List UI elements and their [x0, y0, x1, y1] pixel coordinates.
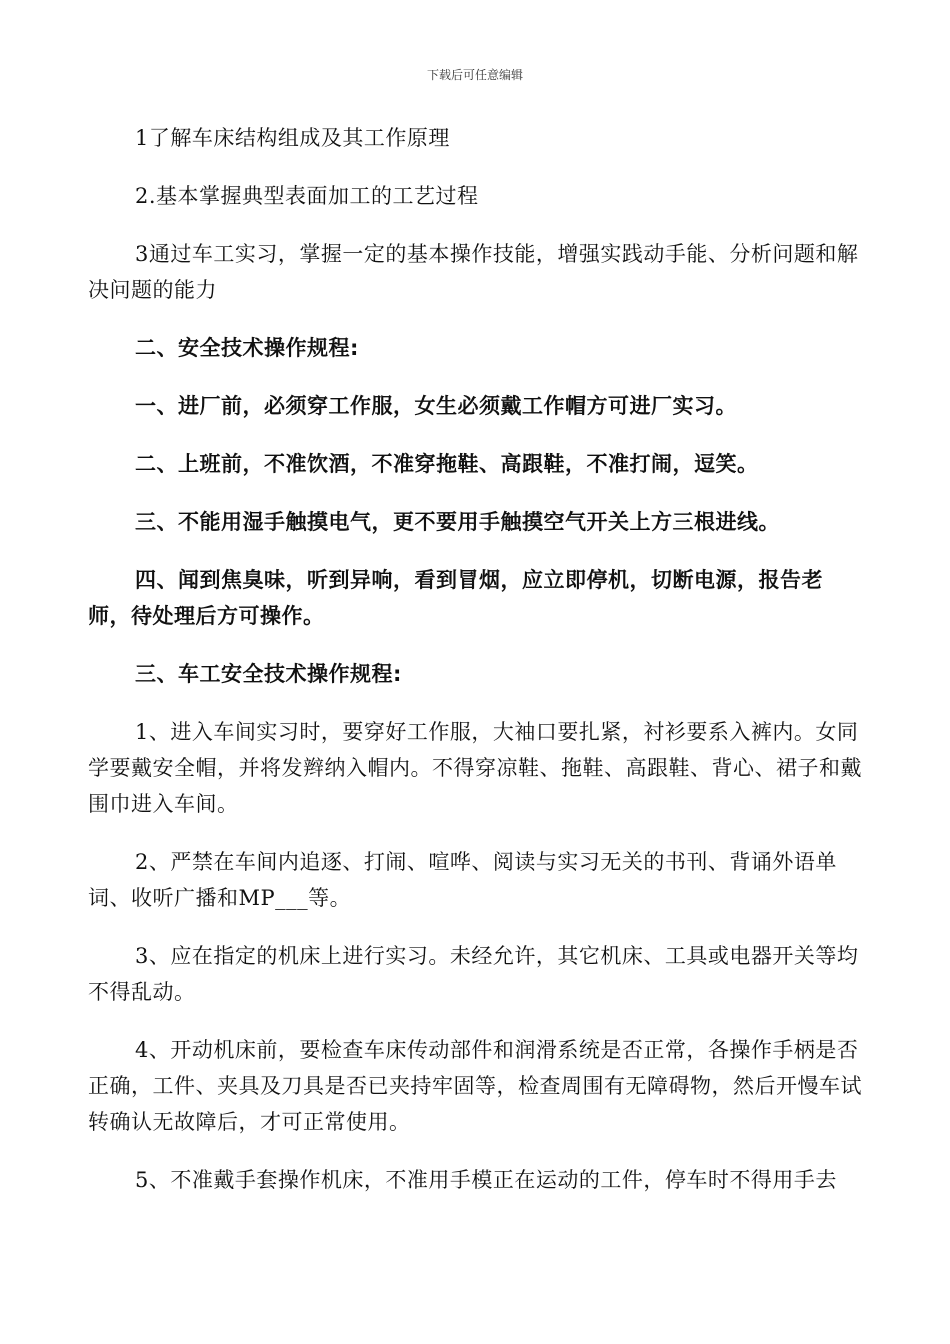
section-heading: 三、车工安全技术操作规程: — [135, 662, 402, 686]
rule-item: 四、闻到焦臭味，听到异响，看到冒烟，应立即停机，切断电源，报告老师，待处理后方可操作。 — [88, 568, 823, 628]
rule-item: 二、上班前，不准饮酒，不准穿拖鞋、高跟鞋，不准打闹，逗笑。 — [135, 452, 759, 476]
rule-item: 三、不能用湿手触摸电气，更不要用手触摸空气开关上方三根进线。 — [135, 510, 780, 534]
rule-item: 2、严禁在车间内追逐、打闹、喧哗、阅读与实习无关的书刊、背诵外语单词、收听广播和MP___等。 — [88, 850, 837, 910]
rule-item: 1、进入车间实习时，要穿好工作服，大袖口要扎紧，衬衫要系入裤内。女同学要戴安全帽，并将发辫纳入帽内。不得穿凉鞋、拖鞋、高跟鞋、背心、裙子和戴围巾进入车间。 — [88, 720, 862, 816]
rule-item: 一、进厂前，必须穿工作服，女生必须戴工作帽方可进厂实习。 — [135, 394, 737, 418]
page-header: 下载后可任意编辑 — [426, 68, 523, 82]
rule-item: 4、开动机床前，要检查车床传动部件和润滑系统是否正常，各操作手柄是否正确，工件、夹具及刀具是否已夹持牢固等，检查周围有无障碍物，然后开慢车试转确认无故障后，才可正常使用。 — [88, 1038, 862, 1134]
rule-item: 3、应在指定的机床上进行实习。未经允许，其它机床、工具或电器开关等均不得乱动。 — [88, 944, 859, 1004]
section-heading: 二、安全技术操作规程: — [135, 336, 359, 360]
paragraph: 2.基本掌握典型表面加工的工艺过程 — [135, 184, 479, 208]
paragraph: 3通过车工实习，掌握一定的基本操作技能，增强实践动手能、分析问题和解决问题的能力 — [88, 242, 859, 302]
paragraph: 1了解车床结构组成及其工作原理 — [135, 126, 450, 150]
rule-item: 5、不准戴手套操作机床，不准用手模正在运动的工件，停车时不得用手去 — [135, 1168, 837, 1192]
document-body — [88, 120, 863, 1220]
